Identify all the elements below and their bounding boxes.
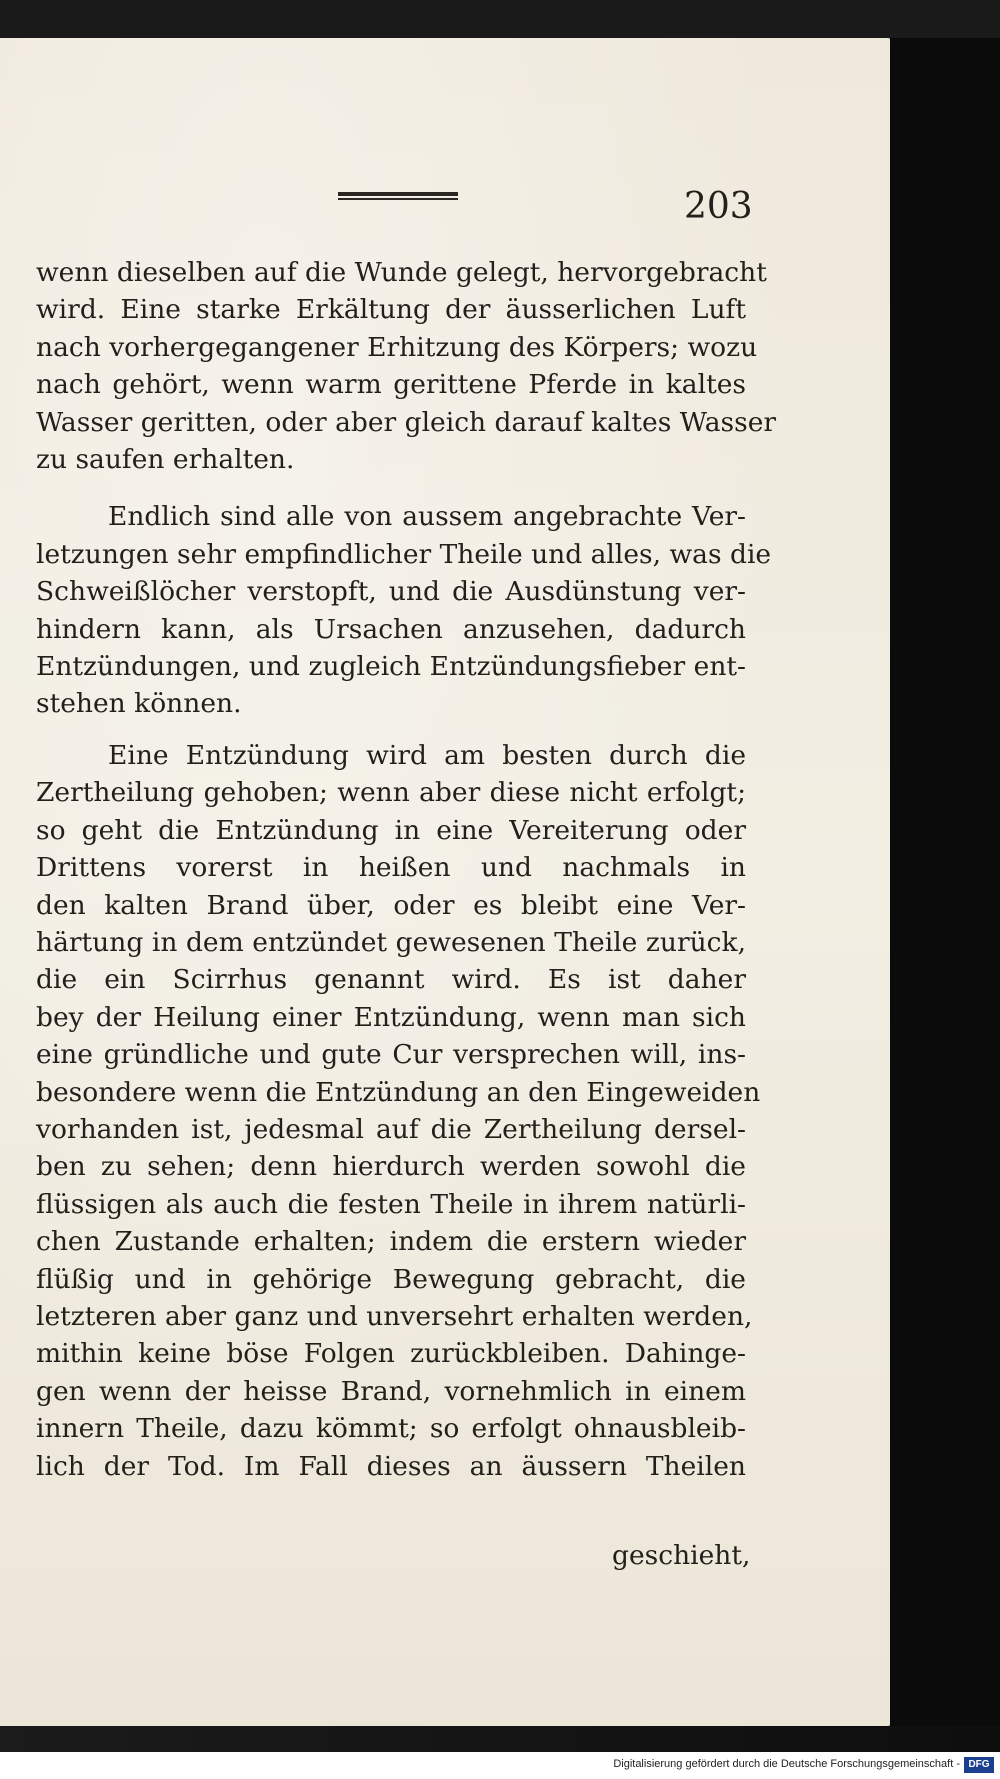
text-line: innern Theile, dazu kömmt; so erfolgt ohnausbleib- xyxy=(36,1413,746,1445)
text-line: Schweißlöcher verstopft, und die Ausdünstung ver- xyxy=(36,576,746,608)
text-line: härtung in dem entzündet gewesenen Theile zurück, xyxy=(36,926,746,958)
text-line: Eine Entzündung wird am besten durch die xyxy=(108,739,746,771)
text-line: mithin keine böse Folgen zurückbleiben. Dahinge- xyxy=(36,1338,746,1370)
text-line: letzteren aber ganz und unversehrt erhalten werden, xyxy=(36,1300,753,1332)
text-line: wird. Eine starke Erkältung der äusserlichen Luft xyxy=(36,294,746,326)
book-page xyxy=(0,38,890,1726)
paragraph-2 xyxy=(36,498,772,722)
text-line: bey der Heilung einer Entzündung, wenn man sich xyxy=(36,1001,746,1033)
text-line: den kalten Brand über, oder es bleibt eine Ver- xyxy=(36,889,746,921)
funding-footer xyxy=(0,1752,1000,1779)
text-line: flüßig und in gehörige Bewegung gebracht, die xyxy=(36,1263,746,1295)
paragraph-1 xyxy=(36,254,777,478)
text-line: Zertheilung gehoben; wenn aber diese nicht erfolgt; xyxy=(36,777,746,809)
paragraph-3 xyxy=(36,737,761,1485)
text-line: stehen können. xyxy=(36,688,242,720)
text-line: letzungen sehr empfindlicher Theile und alles, was die xyxy=(36,538,772,570)
scan-right-margin xyxy=(890,38,1000,1726)
text-line: die ein Scirrhus genannt wird. Es ist daher xyxy=(36,964,746,996)
text-line: chen Zustande erhalten; indem die erstern wieder xyxy=(36,1226,746,1258)
text-line: Endlich sind alle von aussem angebrachte Ver- xyxy=(108,501,746,533)
text-line: so geht die Entzündung in eine Vereiterung oder xyxy=(36,814,746,846)
text-line: vorhanden ist, jedesmal auf die Zertheilung dersel- xyxy=(36,1113,746,1145)
text-line: Drittens vorerst in heißen und nachmals in xyxy=(36,852,746,884)
scan-top-margin xyxy=(0,0,1000,38)
text-line: Entzündungen, und zugleich Entzündungsfieber ent- xyxy=(36,651,746,683)
text-line: nach gehört, wenn warm gerittene Pferde in kaltes xyxy=(36,369,746,401)
text-line: Wasser geritten, oder aber gleich darauf kaltes Wasser xyxy=(36,406,777,438)
text-line: hindern kann, als Ursachen anzusehen, dadurch xyxy=(36,613,746,645)
text-line: besondere wenn die Entzündung an den Eingeweiden xyxy=(36,1076,761,1108)
funding-notice: Digitalisierung gefördert durch die Deutsche Forschungsgemeinschaft - xyxy=(613,1758,960,1770)
text-line: nach vorhergegangener Erhitzung des Körpers; wozu xyxy=(36,331,758,363)
page-number: 203 xyxy=(684,186,753,227)
header-rule xyxy=(338,192,458,200)
page-body xyxy=(36,254,777,1485)
text-line: ben zu sehen; denn hierdurch werden sowohl die xyxy=(36,1151,746,1183)
dfg-logo: DFG xyxy=(964,1757,994,1773)
catchword: geschieht, xyxy=(612,1540,751,1571)
text-line: lich der Tod. Im Fall dieses an äussern Theilen xyxy=(36,1450,746,1482)
text-line: flüssigen als auch die festen Theile in ihrem natürli- xyxy=(36,1188,746,1220)
text-line: eine gründliche und gute Cur versprechen will, ins- xyxy=(36,1039,746,1071)
text-line: wenn dieselben auf die Wunde gelegt, hervorgebracht xyxy=(36,257,767,288)
text-line: gen wenn der heisse Brand, vornehmlich in einem xyxy=(36,1375,746,1407)
text-line: zu saufen erhalten. xyxy=(36,444,295,476)
